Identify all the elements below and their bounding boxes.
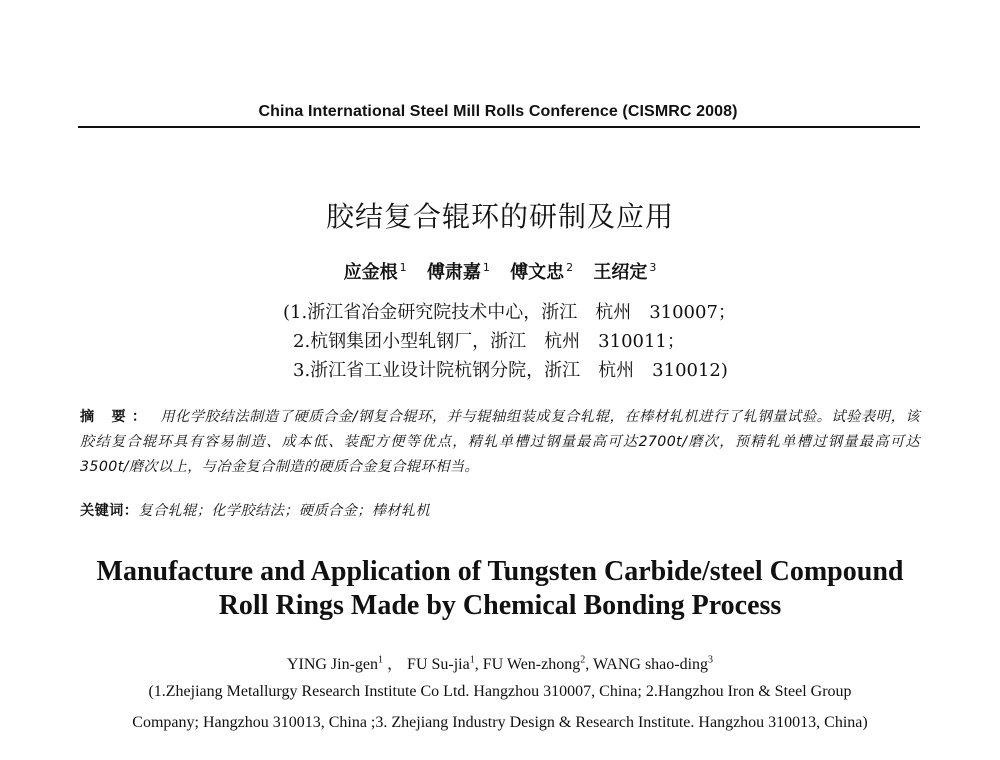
abstract-label: 摘 要： — [80, 409, 153, 425]
chinese-author: 应金根 $^1$ — [343, 261, 407, 283]
conference-header: China International Steel Mill Rolls Conference (CISMRC 2008) — [258, 103, 738, 120]
chinese-affiliation-2: 2.杭钢集团小型轧钢厂，浙江 杭州 310011； — [293, 331, 685, 352]
chinese-author: 傅文忠 $^2$ — [510, 261, 574, 283]
english-author: YING Jin-gen$^1$ ， — [286, 654, 404, 673]
keywords-text: 复合轧辊；化学胶结法；硬质合金；棒材轧机 — [138, 503, 431, 519]
abstract-text: 用化学胶结法制造了硬质合金/钢复合辊环，并与辊轴组装成复合轧辊，在棒材轧机进行了轧钢量试验。试验表明，该胶结复合辊环具有容易制造、成本低、装配方便等优点，精轧单槽过钢量最高可达2700t/磨次，预精轧单槽过钢量最高可达3500t/磨次以上，与冶金复合制造的硬质合金复合辊环相当。 — [80, 409, 920, 475]
english-affiliation-line-1: (1.Zhejiang Metallurgy Research Institute Co Ltd. Hangzhou 310007, China; 2.Hangzhou Iron & Steel Group — [148, 683, 852, 700]
english-title-line-2: Roll Rings Made by Chemical Bonding Process — [218, 590, 782, 621]
keywords-label: 关键词： — [80, 503, 139, 519]
english-title-line-1: Manufacture and Application of Tungsten Carbide/steel Compound — [96, 556, 904, 587]
chinese-affiliation-1: (1.浙江省冶金研究院技术中心，浙江 杭州 310007； — [283, 302, 736, 323]
chinese-title: 胶结复合辊环的研制及应用 — [325, 200, 674, 233]
chinese-affiliation-3: 3.浙江省工业设计院杭钢分院，浙江 杭州 310012) — [293, 360, 728, 381]
english-author: FU Wen-zhong$^2$, — [482, 654, 590, 673]
english-author: WANG shao-ding$^3$ — [592, 654, 714, 673]
english-authors — [0, 651, 1000, 674]
chinese-author: 王绍定 $^3$ — [593, 261, 657, 283]
chinese-abstract — [80, 405, 920, 480]
english-affiliation-line-2: Company; Hangzhou 310013, China ;3. Zhejiang Industry Design & Research Institute. Hangzhou 310013, China) — [132, 714, 868, 731]
english-title — [0, 555, 1000, 623]
header-rule — [78, 126, 920, 128]
english-author: FU Su-jia$^1$, — [407, 654, 479, 673]
chinese-author: 傅肃嘉 $^1$ — [426, 261, 490, 283]
chinese-keywords — [80, 500, 920, 520]
chinese-authors — [0, 258, 1000, 284]
